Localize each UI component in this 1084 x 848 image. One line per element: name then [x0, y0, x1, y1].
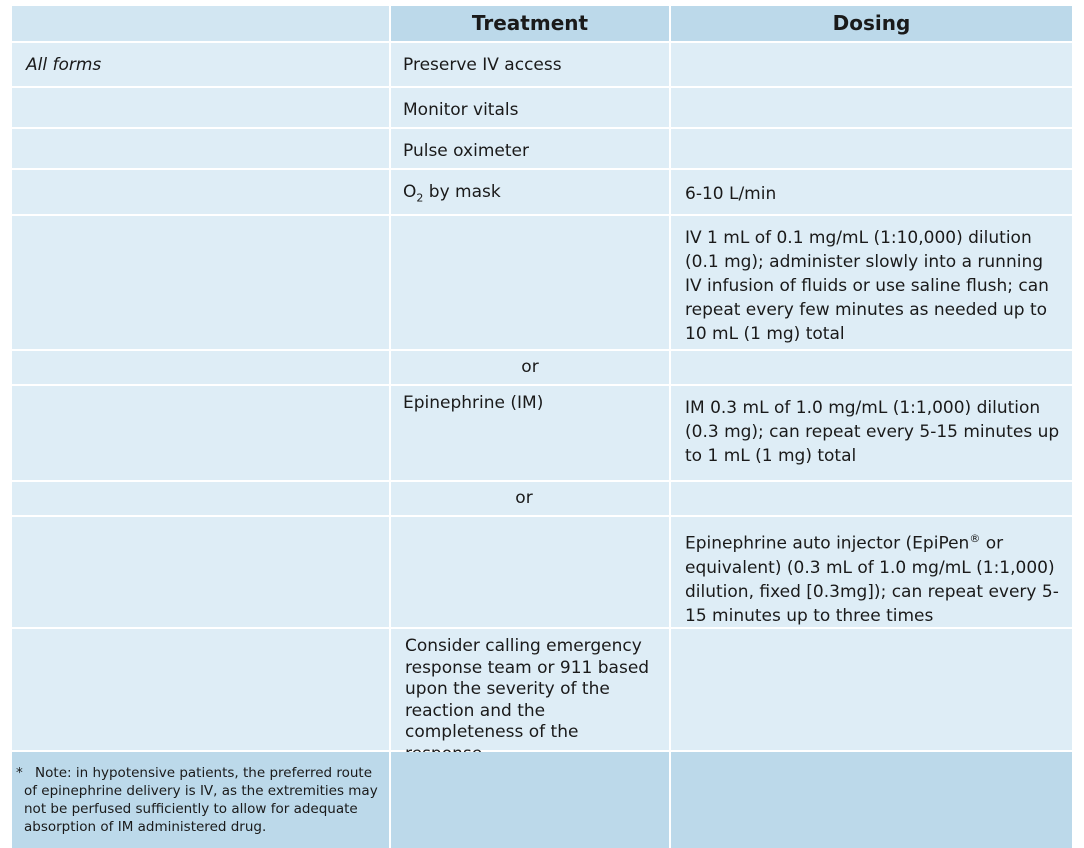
header-treatment: Treatment — [391, 6, 669, 41]
treatment-cell: Pulse oximeter — [391, 129, 669, 168]
dosing-cell-im: IM 0.3 mL of 1.0 mg/mL (1:1,000) dilution (0.3 mg); can repeat every 5-15 minutes up to 1 mL (1 mg) total — [671, 386, 1072, 480]
row-label — [12, 386, 389, 480]
footer-cell-treatment — [391, 752, 669, 848]
registered-mark: ® — [969, 532, 981, 545]
dosing-cell — [671, 129, 1072, 168]
treatment-table — [12, 6, 1072, 835]
footer-cell-dosing — [671, 752, 1072, 848]
treatment-cell: Preserve IV access — [391, 43, 669, 86]
row-label: All forms — [12, 43, 389, 86]
dosing-cell — [671, 88, 1072, 127]
row-label — [12, 482, 389, 515]
treatment-cell-oxygen — [391, 170, 669, 214]
row-label — [12, 629, 389, 750]
dosing-cell — [671, 43, 1072, 86]
footnote — [12, 752, 389, 848]
row-label — [12, 351, 389, 384]
oxygen-symbol: O — [403, 182, 417, 202]
oxygen-subscript: 2 — [416, 191, 424, 205]
treatment-cell-emergency: Consider calling emergency response team or 911 based upon the severity of the reaction and the completeness of the — [391, 629, 669, 750]
row-label — [12, 517, 389, 627]
oxygen-suffix: by mask — [423, 182, 501, 202]
dosing-cell — [671, 482, 1072, 515]
row-label — [12, 216, 389, 349]
treatment-or: or — [391, 482, 669, 515]
treatment-cell — [391, 216, 669, 349]
footnote-asterisk: * — [16, 765, 23, 781]
footnote-text: Note: in hypotensive patients, the preferred route of epinephrine delivery is IV, as the extremities may not be perfused sufficiently to allow for adequate absorption of IM administered drug. — [24, 765, 378, 835]
dosing-cell: 6-10 L/min — [671, 170, 1072, 214]
dosing-cell — [671, 351, 1072, 384]
header-cell-blank — [12, 6, 389, 41]
row-label — [12, 88, 389, 127]
row-label — [12, 170, 389, 214]
treatment-cell: Monitor vitals — [391, 88, 669, 127]
dosing-cell-iv: IV 1 mL of 0.1 mg/mL (1:10,000) dilution (0.1 mg); administer slowly into a running IV infusion of fluids or use saline flush; can repeat every few minutes as needed up to 10 mL (1 mg) total — [671, 216, 1072, 349]
treatment-or: or — [391, 351, 669, 384]
treatment-cell: Epinephrine (IM) — [391, 386, 669, 480]
dosing-cell-autoinjector — [671, 517, 1072, 627]
dosing-cell — [671, 629, 1072, 750]
autoinjector-text-rest: or equivalent) (0.3 mL of 1.0 mg/mL (1:1,000) dilution, fixed [0.3mg]); can repeat every 5-15 minutes up to three times — [685, 533, 1059, 626]
row-label — [12, 129, 389, 168]
autoinjector-text: Epinephrine auto injector (EpiPen — [685, 533, 970, 554]
header-dosing: Dosing — [671, 6, 1072, 41]
treatment-cell — [391, 517, 669, 627]
